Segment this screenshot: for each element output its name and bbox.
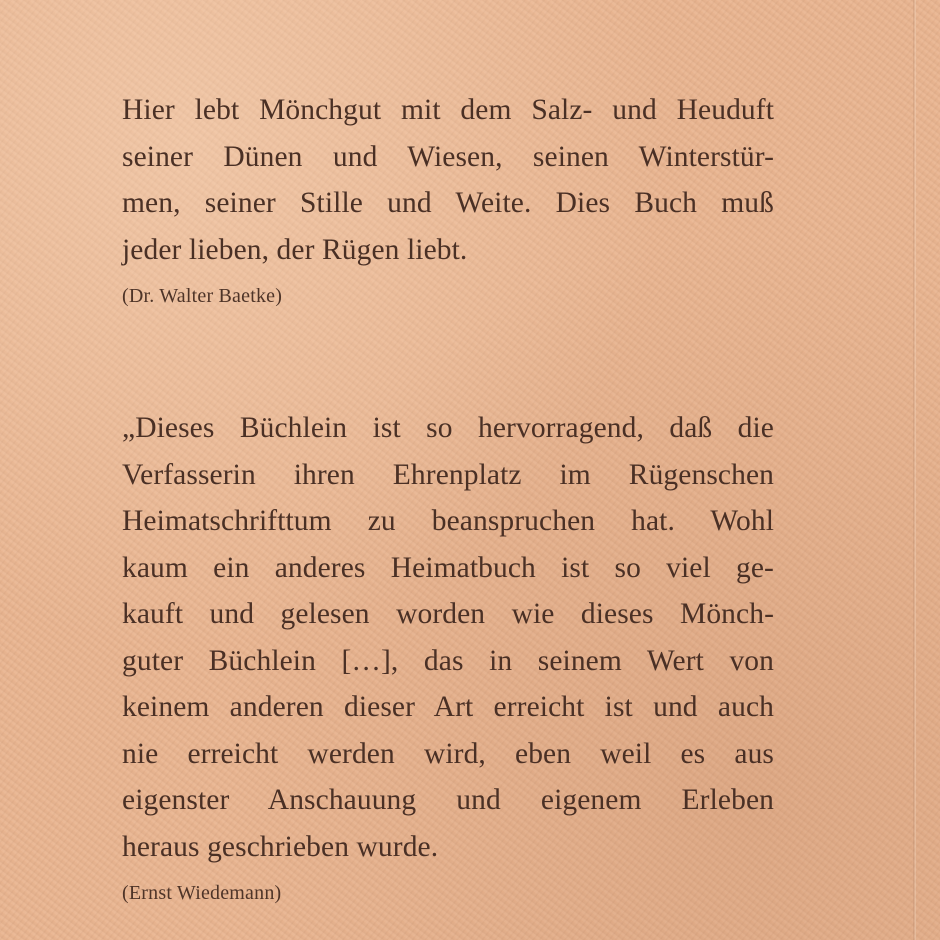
quote-baetke-attribution: (Dr. Walter Baetke) [122, 285, 283, 307]
quote-line: nie erreicht werden wird, eben weil es aus [122, 737, 774, 770]
quote-line: guter Büchlein […], das in seinem Wert von [122, 644, 774, 677]
quote-line: heraus geschrieben wurde. [122, 830, 439, 863]
quote-line: eigenster Anschauung und eigenem Erleben [122, 784, 774, 816]
quote-line: Hier lebt Mönchgut mit dem Salz- und Heuduft [122, 94, 774, 126]
quote-line: men, seiner Stille und Weite. Dies Buch muß [122, 187, 774, 219]
quote-line: jeder lieben, der Rügen liebt. [122, 233, 468, 266]
quote-line: seiner Dünen und Wiesen, seinen Winterstür- [122, 140, 774, 173]
quote-line: kauft und gelesen worden wie dieses Mönch- [122, 598, 774, 630]
quote-wiedemann [122, 405, 774, 905]
quote-wiedemann-text [122, 405, 774, 870]
quote-line: Verfasserin ihren Ehrenplatz im Rügenschen [122, 458, 774, 491]
quote-line: „Dieses Büchlein ist so hervorragend, daß die [122, 412, 774, 444]
quote-baetke [122, 87, 774, 308]
quote-line: Heimatschrifttum zu beanspruchen hat. Wohl [122, 505, 774, 537]
quote-line: kaum ein anderes Heimatbuch ist so viel ge- [122, 551, 774, 584]
quote-wiedemann-attribution: (Ernst Wiedemann) [122, 882, 282, 904]
book-spine-crease [913, 0, 916, 940]
quote-line: keinem anderen dieser Art erreicht ist und auch [122, 691, 774, 723]
quote-baetke-text [122, 87, 774, 273]
